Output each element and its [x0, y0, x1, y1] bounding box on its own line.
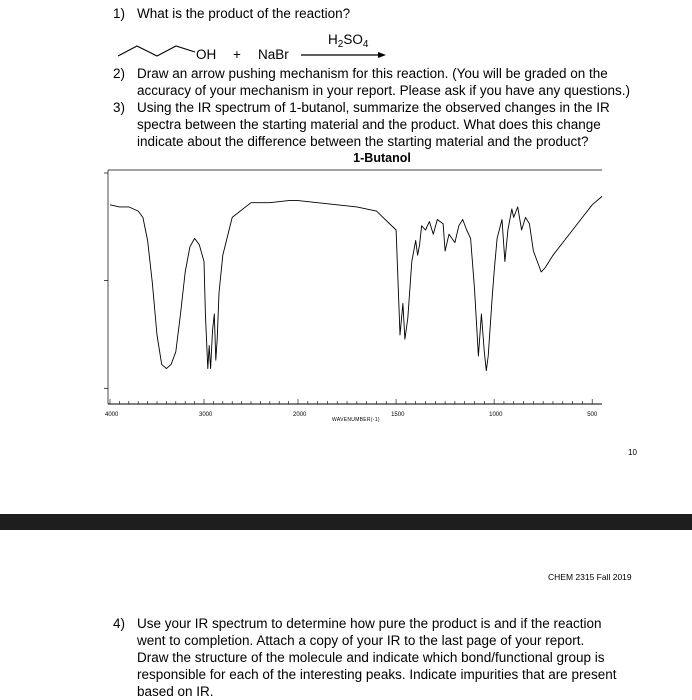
catalyst-label: $H_2SO_4$ [328, 32, 369, 50]
butyl-chain-skeletal [118, 46, 195, 56]
x-tick-label: 1000 [489, 412, 503, 418]
question-line: spectra between the starting material and the product. What does this change [137, 117, 601, 132]
question-line: accuracy of your mechanism in your report. Please ask if you have any questions.) [137, 83, 630, 98]
question-line: Draw an arrow pushing mechanism for this reaction. (You will be graded on the [137, 66, 608, 81]
question-text [137, 99, 610, 150]
y-axis-ticks [104, 173, 108, 388]
question-text [137, 615, 617, 700]
page-break-divider [0, 514, 692, 530]
x-axis-label: WAVENUMBER(-1) [332, 417, 380, 423]
question-number: 2) [113, 66, 126, 81]
page-number: 10 [628, 448, 637, 457]
transmittance-trace [110, 196, 602, 370]
question-line: Using the IR spectrum of 1-butanol, summarize the observed changes in the IR [137, 100, 610, 115]
x-tick-label: 3000 [199, 412, 213, 418]
course-header: CHEM 2315 Fall 2019 [548, 572, 632, 582]
hydroxyl-group: OH [196, 47, 217, 62]
question-line: indicate about the difference between the starting material and the product? [137, 134, 589, 149]
chart-title: 1-Butanol [353, 151, 411, 165]
question-line: based on IR. [137, 684, 214, 699]
ir-spectrum-chart [0, 145, 692, 445]
x-tick-label: 500 [587, 412, 598, 418]
x-tick-label: 2000 [293, 412, 307, 418]
x-axis-ticks [110, 399, 592, 404]
x-tick-label: 4000 [105, 412, 119, 418]
reaction-arrow-head-icon [378, 52, 386, 58]
question-line: What is the product of the reaction? [137, 6, 351, 21]
question-line: went to completion. Attach a copy of your IR to the last page of your report. [137, 633, 585, 648]
question-line: responsible for each of the interesting peaks. Indicate impurities that are present [137, 667, 617, 682]
question-number: 3) [113, 100, 126, 115]
plus-sign: + [233, 47, 241, 62]
x-tick-label: 1500 [391, 412, 405, 418]
reagent-nabr: NaBr [258, 47, 289, 62]
question-number: 4) [113, 616, 126, 631]
question-text [137, 65, 630, 99]
question-line: Use your IR spectrum to determine how pure the product is and if the reaction [137, 616, 602, 631]
question-text [137, 5, 350, 22]
question-number: 1) [113, 6, 126, 21]
question-line: Draw the structure of the molecule and indicate which bond/functional group is [137, 650, 605, 665]
